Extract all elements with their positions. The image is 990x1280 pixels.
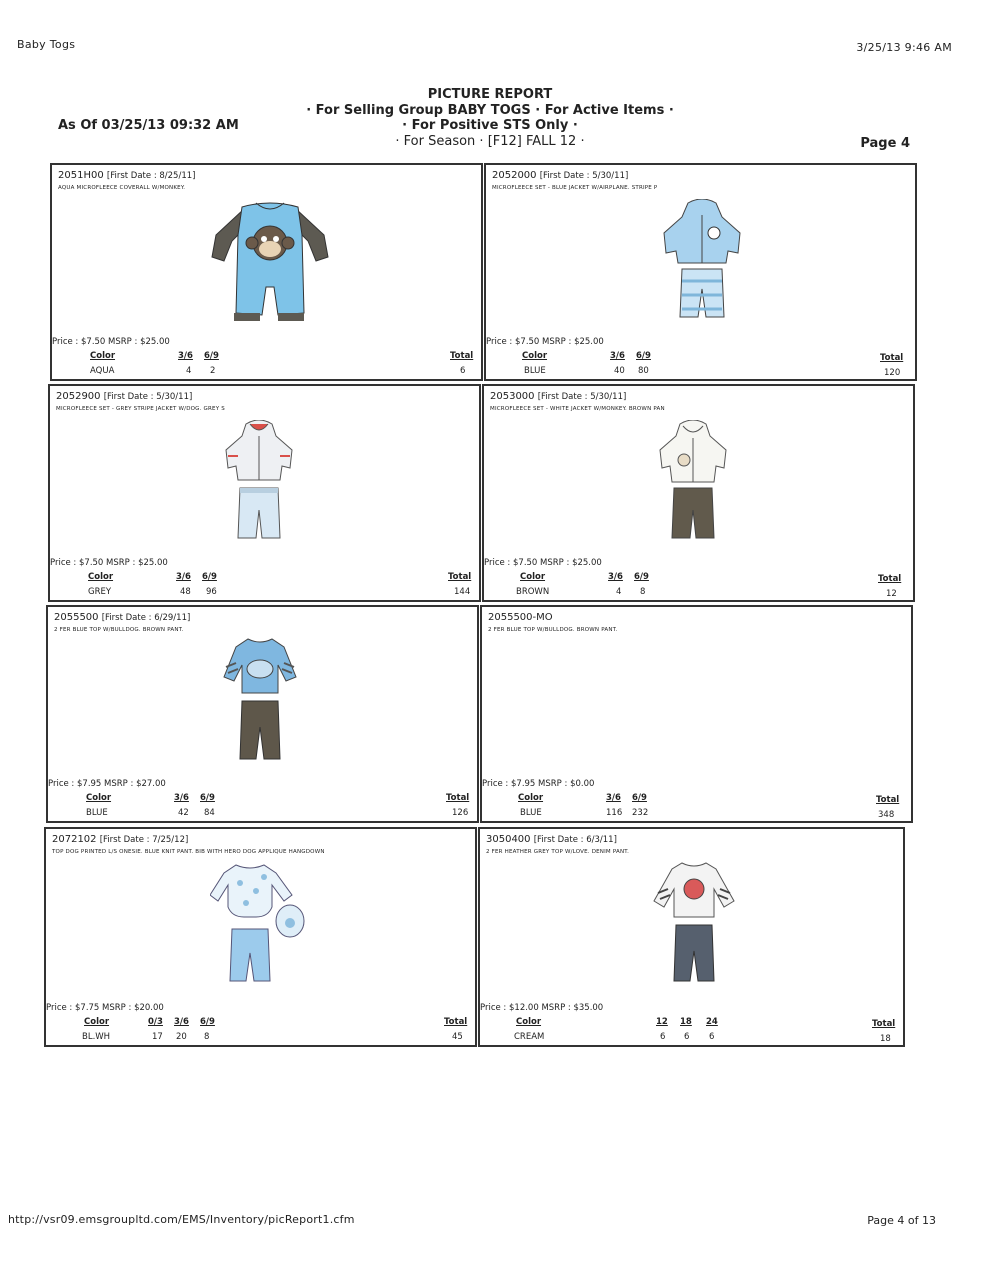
total-value: 18 xyxy=(880,1034,891,1044)
qty-value: 8 xyxy=(204,1032,210,1042)
item-description: TOP DOG PRINTED L/S ONESIE. BLUE KNIT PANT. BIB WITH HERO DOG APPLIQUE HANGDOWN xyxy=(52,849,325,855)
color-value: GREY xyxy=(88,587,112,597)
item-code: 2051H00 xyxy=(58,170,104,181)
report-header xyxy=(250,87,730,149)
price-line: Price : $7.95 MSRP : $27.00 xyxy=(48,779,166,789)
item-description: MICROFLEECE SET - WHITE JACKET W/MONKEY. BROWN PAN xyxy=(490,406,665,412)
item-card-3050400 xyxy=(478,827,905,1047)
color-value: BLUE xyxy=(86,808,108,818)
qty-value: 96 xyxy=(206,587,217,597)
size-header: 24 xyxy=(706,1017,718,1027)
item-code: 2053000 xyxy=(490,391,535,402)
page-url: http://vsr09.emsgroupltd.com/EMS/Inventory/picReport1.cfm xyxy=(8,1213,355,1226)
size-header: 6/9 xyxy=(634,572,649,582)
item-code-line xyxy=(490,391,626,402)
white-jacket-brown-pant-image xyxy=(656,420,730,544)
total-header: Total xyxy=(446,793,470,803)
total-header: Total xyxy=(444,1017,468,1027)
size-header: 3/6 xyxy=(178,351,193,361)
total-header: Total xyxy=(872,1019,896,1029)
item-card-2052000 xyxy=(484,163,917,381)
price-line: Price : $7.50 MSRP : $25.00 xyxy=(50,558,168,568)
item-code-line xyxy=(54,612,190,623)
item-code-line xyxy=(52,834,188,845)
size-header: 3/6 xyxy=(608,572,623,582)
first-date: [First Date : 6/3/11] xyxy=(533,835,617,845)
item-code-line xyxy=(492,170,628,181)
total-value: 126 xyxy=(452,808,469,818)
page-count: Page 4 of 13 xyxy=(867,1214,936,1227)
total-header: Total xyxy=(878,574,902,584)
season-line: · For Season · [F12] FALL 12 · xyxy=(395,133,585,149)
price-line: Price : $12.00 MSRP : $35.00 xyxy=(480,1003,604,1013)
as-of-date: As Of 03/25/13 09:32 AM xyxy=(58,118,239,133)
item-card-2053000 xyxy=(482,384,915,602)
item-card-2072102 xyxy=(44,827,477,1047)
page-label: Page 4 xyxy=(860,136,910,151)
size-header: 12 xyxy=(656,1017,668,1027)
first-date: [First Date : 5/30/11] xyxy=(537,392,627,402)
size-header: 6/9 xyxy=(200,793,215,803)
total-header: Total xyxy=(876,795,900,805)
qty-value: 6 xyxy=(709,1032,715,1042)
color-value: BLUE xyxy=(520,808,542,818)
qty-value: 17 xyxy=(152,1032,163,1042)
onesie-bib-pant-image xyxy=(210,861,310,985)
qty-value: 6 xyxy=(684,1032,690,1042)
item-description: MICROFLEECE SET - GREY STRIPE JACKET W/DOG. GREY S xyxy=(56,406,225,412)
item-card-2055500-MO xyxy=(480,605,913,823)
qty-value: 232 xyxy=(632,808,649,818)
color-header: Color xyxy=(84,1017,110,1027)
item-card-2055500 xyxy=(46,605,479,823)
qty-value: 4 xyxy=(186,366,192,376)
size-header: 3/6 xyxy=(610,351,625,361)
color-header: Color xyxy=(520,572,546,582)
color-header: Color xyxy=(86,793,112,803)
item-card-2051H00 xyxy=(50,163,483,381)
qty-value: 2 xyxy=(210,366,216,376)
size-header: 18 xyxy=(680,1017,692,1027)
first-date: [First Date : 8/25/11] xyxy=(106,171,196,181)
item-description: 2 FER HEATHER GREY TOP W/LOVE. DENIM PANT. xyxy=(486,849,630,855)
price-line: Price : $7.50 MSRP : $25.00 xyxy=(52,337,170,347)
first-date: [First Date : 5/30/11] xyxy=(539,171,629,181)
print-datetime: 3/25/13 9:46 AM xyxy=(856,41,952,54)
price-line: Price : $7.50 MSRP : $25.00 xyxy=(486,337,604,347)
total-header: Total xyxy=(450,351,474,361)
qty-value: 80 xyxy=(638,366,649,376)
size-header: 3/6 xyxy=(174,1017,189,1027)
total-value: 6 xyxy=(460,366,466,376)
qty-value: 4 xyxy=(616,587,622,597)
grey-stripe-jacket-set-image xyxy=(222,420,296,544)
color-value: AQUA xyxy=(90,366,115,376)
price-line: Price : $7.75 MSRP : $20.00 xyxy=(46,1003,164,1013)
color-header: Color xyxy=(516,1017,542,1027)
item-code: 2052000 xyxy=(492,170,537,181)
blue-top-bulldog-image xyxy=(222,635,298,761)
positive-sts-line: · For Positive STS Only · xyxy=(402,118,578,133)
color-header: Color xyxy=(90,351,116,361)
size-header: 6/9 xyxy=(632,793,647,803)
total-value: 348 xyxy=(878,810,895,820)
size-header: 6/9 xyxy=(202,572,217,582)
total-header: Total xyxy=(880,353,904,363)
color-header: Color xyxy=(522,351,548,361)
size-header: 3/6 xyxy=(606,793,621,803)
size-header: 6/9 xyxy=(636,351,651,361)
qty-value: 42 xyxy=(178,808,189,818)
color-header: Color xyxy=(88,572,114,582)
size-header: 3/6 xyxy=(176,572,191,582)
item-code: 2072102 xyxy=(52,834,97,845)
price-line: Price : $7.95 MSRP : $0.00 xyxy=(482,779,595,789)
color-value: BROWN xyxy=(516,587,550,597)
item-code: 3050400 xyxy=(486,834,531,845)
first-date: [First Date : 7/25/12] xyxy=(99,835,189,845)
report-title: PICTURE REPORT xyxy=(427,87,553,102)
item-card-2052900 xyxy=(48,384,481,602)
price-line: Price : $7.50 MSRP : $25.00 xyxy=(484,558,602,568)
item-code-line xyxy=(486,834,617,845)
item-code: 2052900 xyxy=(56,391,101,402)
item-code-line xyxy=(58,170,195,181)
total-value: 120 xyxy=(884,368,901,378)
item-code: 2055500 xyxy=(54,612,99,623)
size-header: 6/9 xyxy=(204,351,219,361)
total-value: 12 xyxy=(886,589,897,599)
item-code-line xyxy=(488,612,553,623)
selling-group-line: · For Selling Group BABY TOGS · For Active Items · xyxy=(306,102,674,118)
browser-title: Baby Togs xyxy=(17,38,76,51)
qty-value: 20 xyxy=(176,1032,187,1042)
total-header: Total xyxy=(448,572,472,582)
blue-jacket-set-image xyxy=(660,199,744,323)
item-description: AQUA MICROFLEECE COVERALL W/MONKEY. xyxy=(58,185,186,191)
item-code: 2055500-MO xyxy=(488,612,553,623)
qty-value: 8 xyxy=(640,587,646,597)
first-date: [First Date : 5/30/11] xyxy=(103,392,193,402)
total-value: 144 xyxy=(454,587,471,597)
qty-value: 48 xyxy=(180,587,191,597)
color-value: BL.WH xyxy=(82,1032,111,1042)
size-header: 0/3 xyxy=(148,1017,163,1027)
color-header: Color xyxy=(518,793,544,803)
total-value: 45 xyxy=(452,1032,463,1042)
qty-value: 84 xyxy=(204,808,215,818)
size-header: 3/6 xyxy=(174,793,189,803)
color-value: CREAM xyxy=(514,1032,545,1042)
item-description: 2 FER BLUE TOP W/BULLDOG. BROWN PANT. xyxy=(488,627,618,633)
item-description: MICROFLEECE SET - BLUE JACKET W/AIRPLANE. STRIPE P xyxy=(492,185,658,191)
item-code-line xyxy=(56,391,192,402)
qty-value: 6 xyxy=(660,1032,666,1042)
coverall-monkey-image xyxy=(208,195,332,325)
color-value: BLUE xyxy=(524,366,546,376)
first-date: [First Date : 6/29/11] xyxy=(101,613,191,623)
size-header: 6/9 xyxy=(200,1017,215,1027)
heather-top-denim-pant-image xyxy=(652,859,736,985)
qty-value: 40 xyxy=(614,366,625,376)
qty-value: 116 xyxy=(606,808,623,818)
item-description: 2 FER BLUE TOP W/BULLDOG. BROWN PANT. xyxy=(54,627,184,633)
